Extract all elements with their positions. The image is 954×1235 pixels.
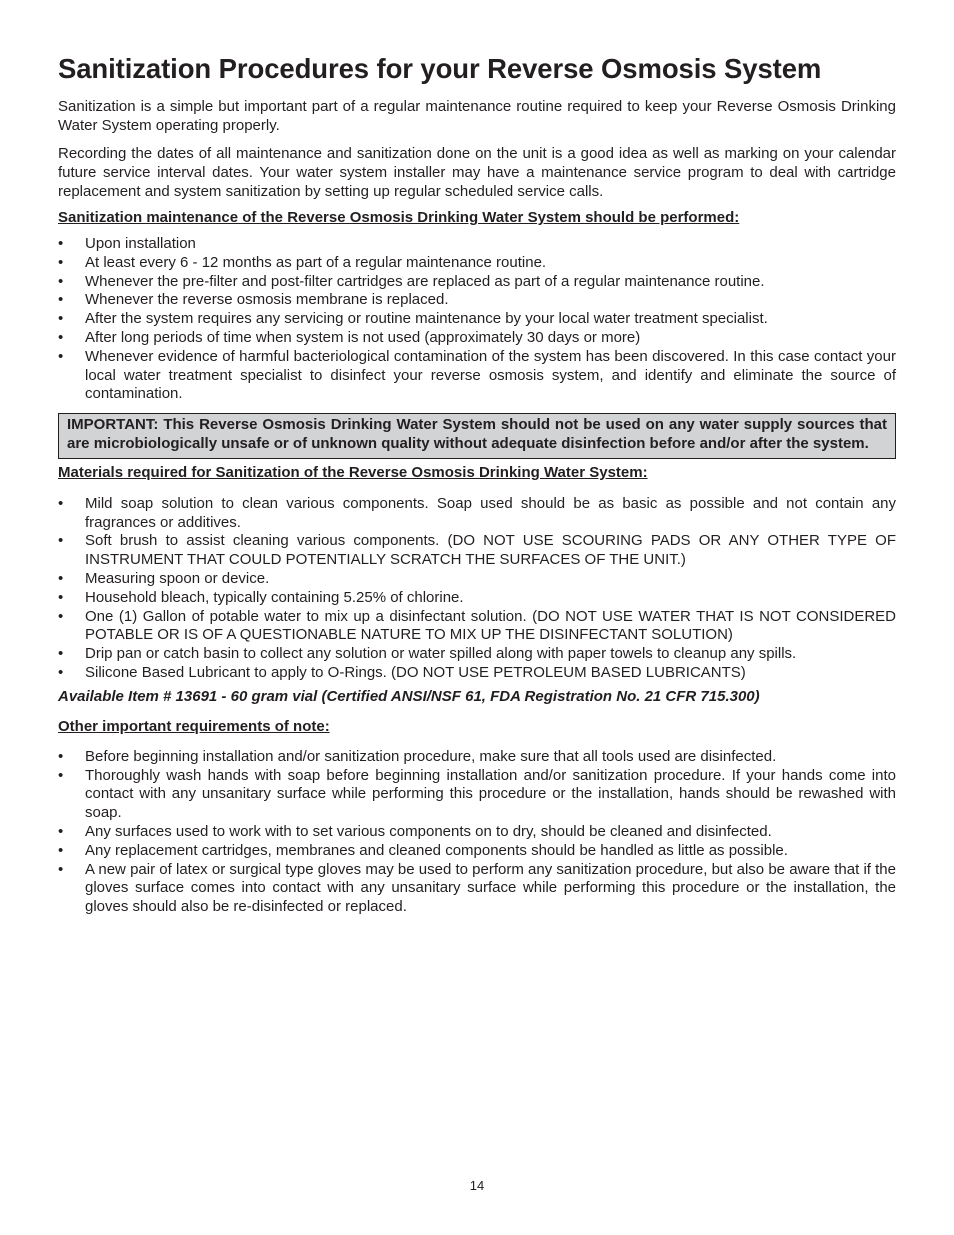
list-item: • Thoroughly wash hands with soap before beginning installation and/or sanitization procedure. If your hands come into contact with any unsanitary surface while performing this procedure or the installation, hands should be rewashed with soap. [58, 766, 896, 822]
bullet-icon: • [58, 328, 64, 346]
bullet-icon: • [58, 532, 64, 550]
bullet-icon: • [58, 645, 64, 663]
list-item: • Any replacement cartridges, membranes and cleaned components should be handled as little as possible. [58, 841, 788, 859]
bullet-icon: • [58, 569, 64, 587]
bullet-icon: • [58, 310, 64, 328]
bullet-icon: • [58, 766, 64, 784]
page-title: Sanitization Procedures for your Reverse Osmosis System [58, 53, 822, 84]
list-item: • Drip pan or catch basin to collect any solution or water spilled along with paper towels to cleanup any spills. [58, 645, 797, 663]
section2-list [58, 495, 896, 683]
list-item: • Before beginning installation and/or sanitization procedure, make sure that all tools used are disinfected. [58, 747, 777, 765]
intro-paragraph-2: Recording the dates of all maintenance and sanitization done on the unit is a good idea as well as marking on your calendar future service interval dates. Your water system installer may have a maintenance service program to deal with cartridge replacement and system sanitization by setting up regular scheduled service calls. [58, 145, 896, 200]
list-item: • Household bleach, typically containing 5.25% of chlorine. [58, 588, 464, 606]
list-item: • Whenever evidence of harmful bacteriological contamination of the system has been discovered. In this case contact your local water treatment specialist to disinfect your reverse osmosis system, and identify and eliminate the source of contamination. [58, 347, 896, 403]
list-item: • Silicone Based Lubricant to apply to O-Rings. (DO NOT USE PETROLEUM BASED LUBRICANTS) [58, 663, 746, 681]
bullet-icon: • [58, 347, 64, 365]
section3-list [58, 748, 896, 917]
document-page [58, 52, 896, 917]
list-item: • Any surfaces used to work with to set various components on to dry, should be cleaned and disinfected. [58, 822, 772, 840]
bullet-icon: • [58, 663, 64, 681]
bullet-icon: • [58, 235, 64, 252]
list-item: • Upon installation [58, 235, 196, 252]
bullet-icon: • [58, 747, 64, 765]
bullet-icon: • [58, 494, 64, 512]
bullet-icon: • [58, 253, 64, 271]
section1-heading: Sanitization maintenance of the Reverse Osmosis Drinking Water System should be performed: [58, 209, 740, 226]
list-item: • Measuring spoon or device. [58, 569, 270, 587]
list-item: • Soft brush to assist cleaning various components. (DO NOT USE SCOURING PADS OR ANY OTHER TYPE OF INSTRUMENT THAT COULD POTENTIALLY SCRATCH THE SURFACES OF THE UNIT.) [58, 532, 896, 569]
list-item: • A new pair of latex or surgical type gloves may be used to perform any sanitization procedure, but also be aware that if the gloves surface comes into contact with any unsanitary surface while performing this procedure or the installation, the gloves should also be re-disinfected or replaced. [58, 860, 896, 916]
bullet-icon: • [58, 860, 64, 878]
list-item: • Mild soap solution to clean various components. Soap used should be as basic as possible and not contain any fragrances or additives. [58, 494, 896, 531]
section1-list [58, 235, 896, 404]
list-item: • Whenever the pre-filter and post-filter cartridges are replaced as part of a regular maintenance routine. [58, 272, 765, 290]
bullet-icon: • [58, 272, 64, 290]
bullet-icon: • [58, 607, 64, 625]
bullet-icon: • [58, 822, 64, 840]
bullet-icon: • [58, 291, 64, 309]
intro-paragraph-1: Sanitization is a simple but important part of a regular maintenance routine required to keep your Reverse Osmosis Drinking Water System operating properly. [58, 98, 896, 134]
list-item: • One (1) Gallon of potable water to mix up a disinfectant solution. (DO NOT USE WATER THAT IS NOT CONSIDERED POTABLE OR IS OF A QUESTIONABLE NATURE TO MIX UP THE DISINFECTANT SOLUTION) [58, 607, 896, 644]
page-number: 14 [469, 1178, 485, 1193]
bullet-icon: • [58, 588, 64, 606]
list-item: • Whenever the reverse osmosis membrane is replaced. [58, 291, 449, 309]
section2-heading: Materials required for Sanitization of the Reverse Osmosis Drinking Water System: [58, 463, 648, 481]
available-item-note: Available Item # 13691 - 60 gram vial (Certified ANSI/NSF 61, FDA Registration No. 21 CFR 715.300) [58, 687, 760, 705]
section3-heading: Other important requirements of note: [58, 717, 330, 735]
list-item: • At least every 6 - 12 months as part of a regular maintenance routine. [58, 253, 547, 271]
list-item: • After the system requires any servicing or routine maintenance by your local water treatment specialist. [58, 310, 768, 328]
bullet-icon: • [58, 841, 64, 859]
important-notice-box: IMPORTANT: This Reverse Osmosis Drinking Water System should not be used on any water supply sources that are microbiologically unsafe or of unknown quality without adequate disinfection before and/or after the system. [58, 413, 896, 459]
list-item: • After long periods of time when system is not used (approximately 30 days or more) [58, 328, 641, 346]
